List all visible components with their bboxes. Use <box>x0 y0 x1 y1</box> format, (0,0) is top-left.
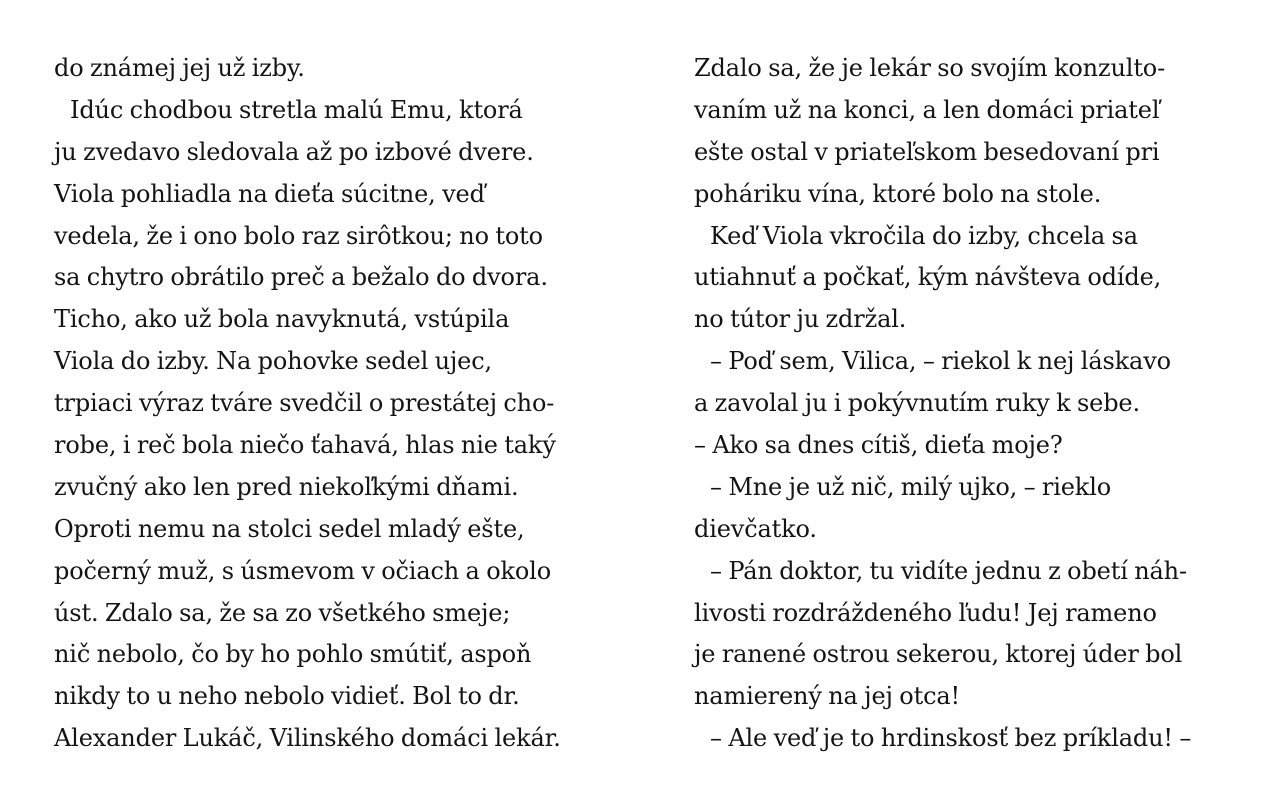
text-line: Idúc chodbou stretla malú Emu, ktorá <box>70 95 523 124</box>
text-line: – Poď sem, Vilica, – riekol k nej láskavo <box>710 347 1171 376</box>
text-line: dievčatko. <box>694 514 817 543</box>
text-line: – Ako sa dnes cítiš, dieťa moje? <box>694 431 1063 460</box>
text-line: úst. Zdalo sa, že sa zo všetkého smeje; <box>54 598 511 627</box>
text-line: nikdy to u neho nebolo vidieť. Bol to dr. <box>54 682 520 711</box>
text-line: ju zvedavo sledovala až po izbové dvere. <box>54 137 534 166</box>
text-line: robe, i reč bola niečo ťahavá, hlas nie taký <box>54 431 556 460</box>
text-line: – Mne je už nič, milý ujko, – rieklo <box>710 472 1112 501</box>
text-line: namierený na jej otca! <box>694 682 961 711</box>
text-line: do známej jej už izby. <box>54 54 305 82</box>
text-line: no tútor ju zdržal. <box>694 305 907 334</box>
text-line: ešte ostal v priateľskom besedovaní pri <box>694 137 1160 166</box>
text-line: – Ale veď je to hrdinskosť bez príkladu! – <box>710 724 1192 753</box>
text-line: vedela, že i ono bolo raz sirôtkou; no toto <box>54 221 543 250</box>
text-line: sa chytro obrátilo preč a bežalo do dvora. <box>54 263 548 292</box>
text-line: Alexander Lukáč, Vilinského domáci lekár. <box>54 724 561 753</box>
text-line: poháriku vína, ktoré bolo na stole. <box>694 179 1102 208</box>
text-line: nič nebolo, čo by ho pohlo smútiť, aspoň <box>54 640 532 669</box>
text-line: trpiaci výraz tváre svedčil o prestátej cho- <box>54 389 555 418</box>
text-line: Keď Viola vkročila do izby, chcela sa <box>710 221 1138 250</box>
text-line: Ticho, ako už bola navyknutá, vstúpila <box>54 305 510 334</box>
text-line: vaním už na konci, a len domáci priateľ <box>694 95 1160 124</box>
text-line: je ranené ostrou sekerou, ktorej úder bol <box>694 640 1183 669</box>
text-line: počerný muž, s úsmevom v očiach a okolo <box>54 556 552 585</box>
text-line: Viola pohliadla na dieťa súcitne, veď <box>54 179 485 208</box>
text-line: Oproti nemu na stolci sedel mladý ešte, <box>54 514 525 543</box>
right-page <box>694 48 1254 760</box>
text-line: livosti rozdráždeného ľudu! Jej rameno <box>694 598 1157 627</box>
text-line: zvučný ako len pred niekoľkými dňami. <box>54 472 519 501</box>
text-line: Zdalo sa, že je lekár so svojím konzulto- <box>694 54 1166 82</box>
text-line: utiahnuť a počkať, kým návšteva odíde, <box>694 263 1162 292</box>
text-line: – Pán doktor, tu vidíte jednu z obetí náh- <box>710 556 1187 585</box>
text-line: Viola do izby. Na pohovke sedel ujec, <box>54 347 493 376</box>
text-line: a zavolal ju i pokývnutím ruky k sebe. <box>694 389 1140 418</box>
left-page <box>54 48 614 760</box>
